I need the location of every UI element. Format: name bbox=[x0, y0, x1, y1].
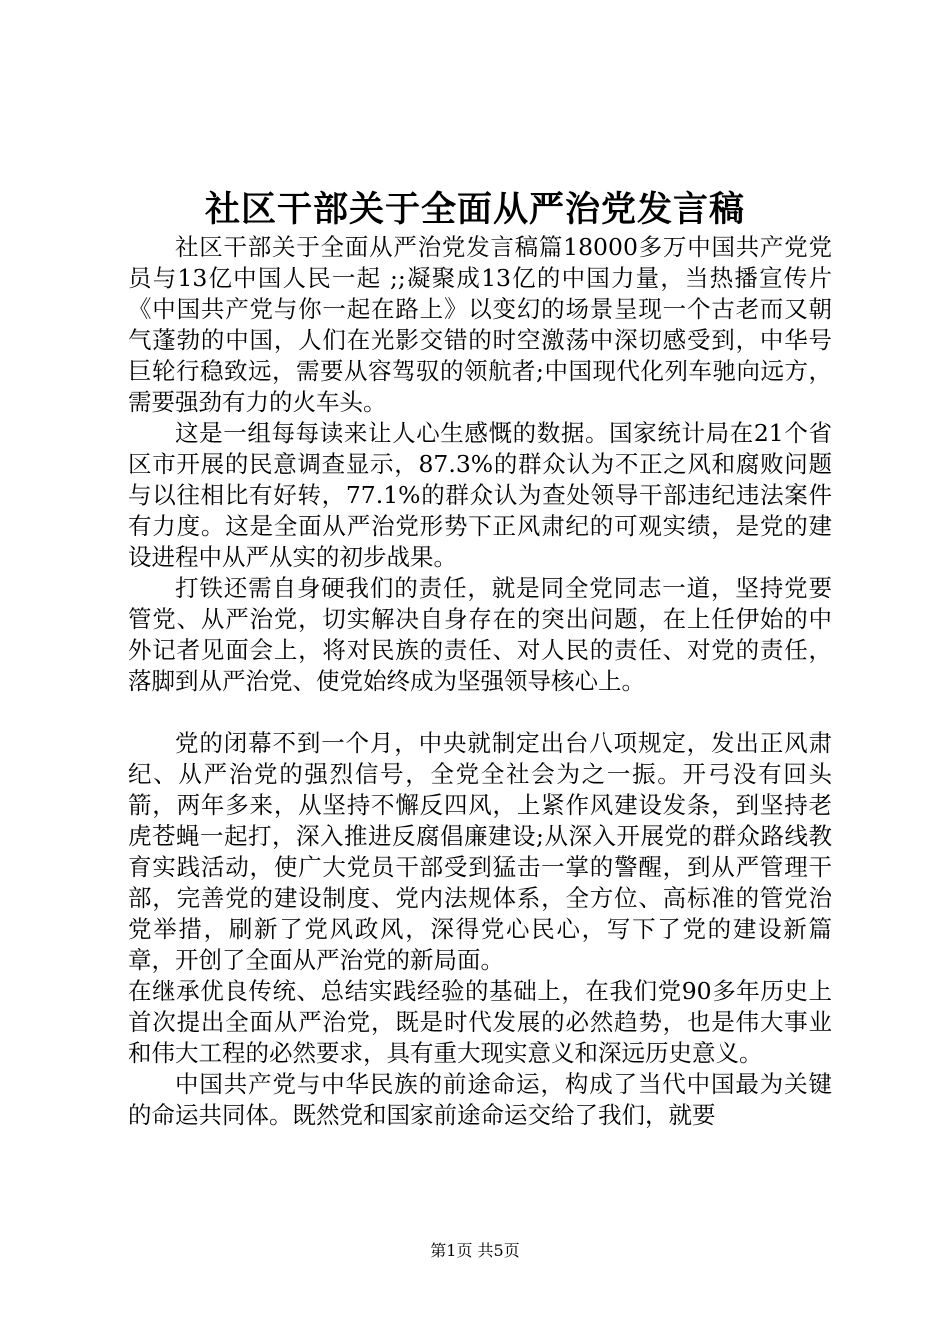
paragraph-5: 在继承优良传统、总结实践经验的基础上，在我们党90多年历史上首次提出全面从严治党，既是时代发展的必然趋势，也是伟大事业和伟大工程的必然要求，具有重大现实意义和深远历史意义。 bbox=[128, 977, 832, 1067]
paragraph-4: 党的闭幕不到一个月，中央就制定出台八项规定，发出正风肃纪、从严治党的强烈信号，全党全社会为之一振。开弓没有回头箭，两年多来，从坚持不懈反四风，上紧作风建设发条，到坚持老虎苍蝇一起打，深入推进反腐倡廉建设;从深入开展党的群众路线教育实践活动，使广大党员干部受到猛击一掌的警醒，到从严管理干部，完善党的建设制度、党内法规体系，全方位、高标准的管党治党举措，刷新了党风政风，深得党心民心，写下了党的建设新篇章，开创了全面从严治党的新局面。 bbox=[128, 729, 832, 974]
page-number: 第1页 共5页 bbox=[430, 1241, 520, 1260]
document-body bbox=[128, 232, 832, 1131]
paragraph-3: 打铁还需自身硬我们的责任，就是同全党同志一道，坚持党要管党、从严治党，切实解决自身存在的突出问题，在上任伊始的中外记者见面会上，将对民族的责任、对人民的责任、对党的责任，落脚到从严治党、使党始终成为坚强领导核心上。 bbox=[128, 574, 832, 695]
paragraph-1: 社区干部关于全面从严治党发言稿篇18000多万中国共产党党员与13亿中国人民一起 ;;凝聚成13亿的中国力量，当热播宣传片《中国共产党与你一起在路上》以变幻的场景呈现一个古老而又朝气蓬勃的中国，人们在光影交错的时空激荡中深切感受到，中华号巨轮行稳致远，需要从容驾驭的领航者;中国现代化列车驰向远方，需要强劲有力的火车头。 bbox=[128, 233, 832, 416]
paragraph-gap bbox=[128, 697, 832, 728]
paragraph-2: 这是一组每每读来让人心生感慨的数据。国家统计局在21个省区市开展的民意调查显示，87.3%的群众认为不正之风和腐败问题与以往相比有好转，77.1%的群众认为查处领导干部违纪违法案件有力度。这是全面从严治党形势下正风肃纪的可观实绩，是党的建设进程中从严从实的初步战果。 bbox=[128, 419, 832, 571]
document-title: 社区干部关于全面从严治党发言稿 bbox=[204, 189, 745, 230]
paragraph-6: 中国共产党与中华民族的前途命运，构成了当代中国最为关键的命运共同体。既然党和国家前途命运交给了我们，就要 bbox=[128, 1070, 832, 1129]
